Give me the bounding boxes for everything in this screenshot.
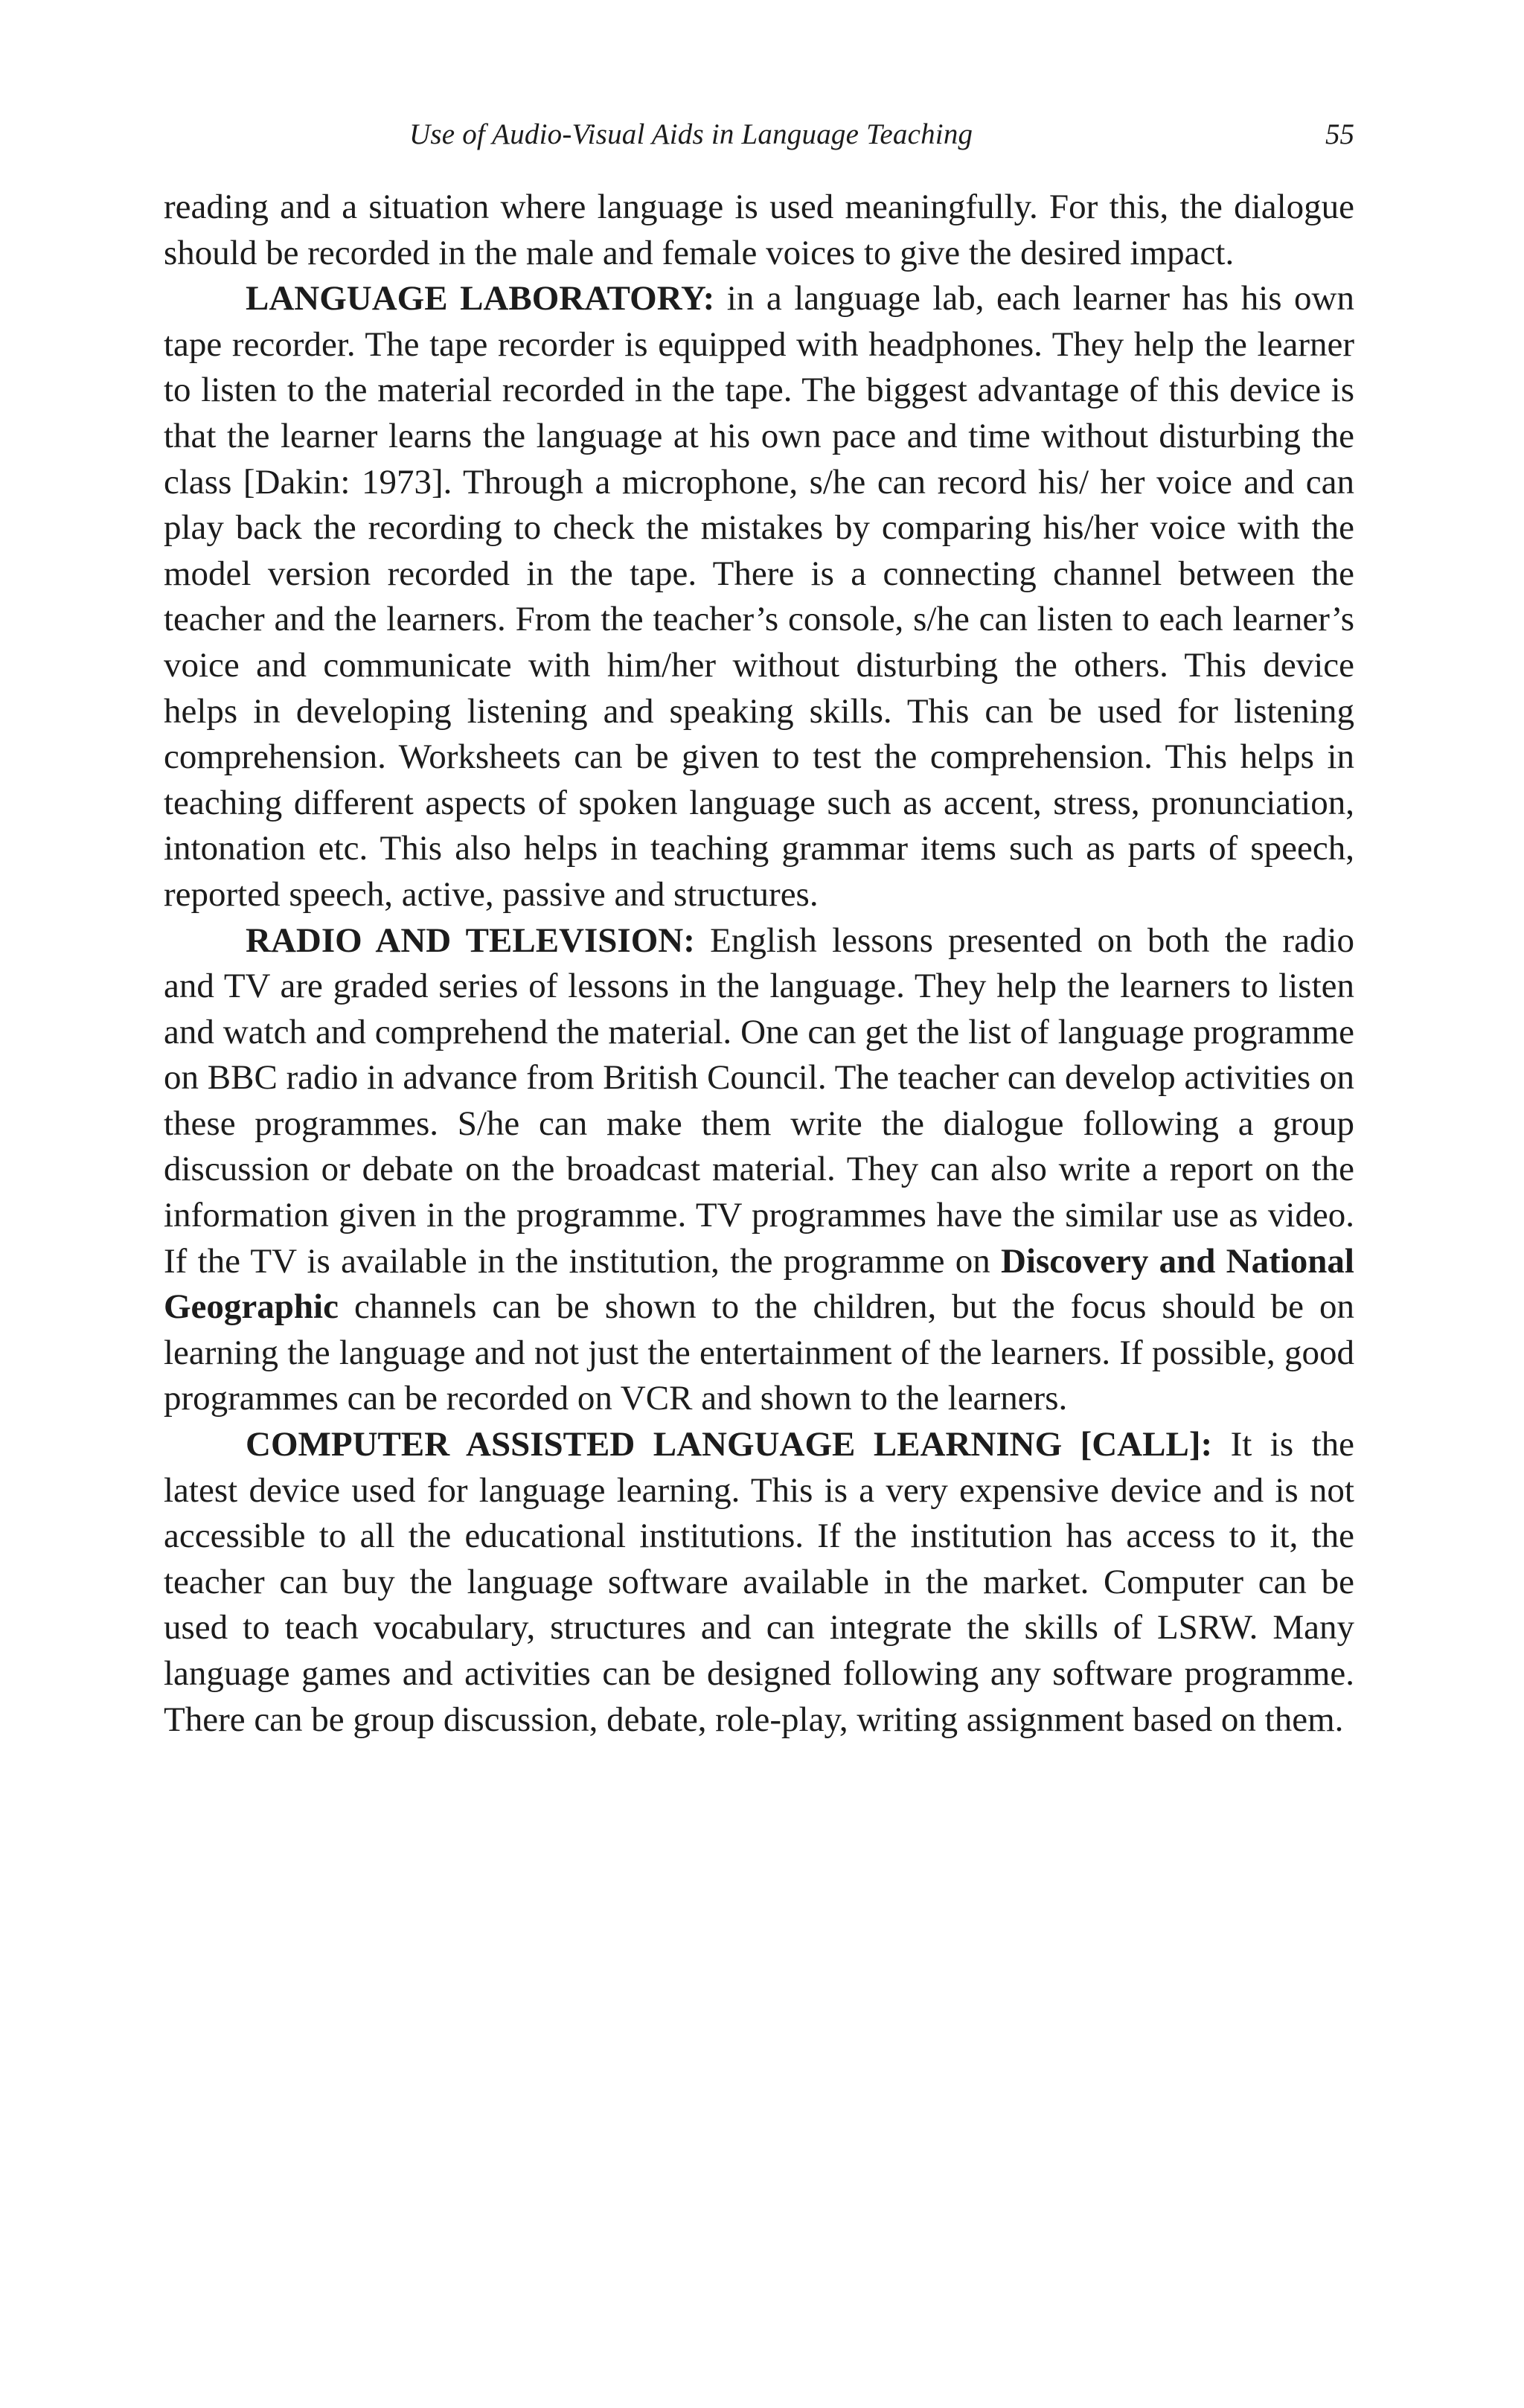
body-text [164, 185, 1354, 1743]
paragraph-text: English lessons presented on both the radio and TV are graded series of lessons in the language. They help the learners to listen and watch and comprehend the material. One can get the list of language programme on BBC radio in advance from British Council. The teacher can develop activities on these programmes. S/he can make them write the dialogue following a group discussion or debate on the broadcast material. They can also write a report on the information given in the programme. TV programmes have the similar use as video. If the TV is available in the institution, the programme on [164, 920, 1355, 1281]
bold-phrase-channels: Discovery and National Geographic [164, 1241, 1354, 1327]
paragraph-language-laboratory [164, 276, 1354, 918]
paragraph-radio-television [164, 918, 1354, 1423]
running-head [164, 118, 1354, 162]
paragraph-call [164, 1422, 1354, 1743]
section-heading-radio-television: RADIO AND TELEVISION: [246, 920, 695, 960]
paragraph-text: in a language lab, each learner has his own tape recorder. The tape recorder is equipped with headphones. They help the learner to listen to the material recorded in the tape. The biggest advantage of this device is that the learner learns the language at his own pace and time without disturbing the class [Dakin: 1973]. Through a microphone, s/he can record his/ her voice and can play back the recording to check the mistakes by comparing his/her voice with the model version recorded in the tape. There is a connecting channel between the teacher and the learners. From the teacher’s console, s/he can listen to each learner’s voice and communicate with him/her without disturbing the others. This device helps in developing listening and speaking skills. This can be used for listening comprehension. Worksheets can be given to test the comprehension. This helps in teaching different aspects of spoken language such as accent, stress, pronunciation, intonation etc. This also helps in teaching grammar items such as parts of speech, reported speech, active, passive and structures. [164, 279, 1354, 914]
paragraph-continuation [164, 185, 1354, 276]
paragraph-text: reading and a situation where language is used meaningfully. For this, the dialogue should be recorded in the male and female voices to give the desired impact. [164, 188, 1354, 272]
paragraph-text: channels can be shown to the children, but the focus should be on learning the language and not just the entertainment of the learners. If possible, good programmes can be recorded on VCR and shown to the learners. [164, 1287, 1354, 1418]
running-title: Use of Audio-Visual Aids in Language Teaching [409, 118, 973, 150]
section-heading-call: COMPUTER ASSISTED LANGUAGE LEARNING [CALL]: [246, 1425, 1213, 1464]
page-number: 55 [1325, 118, 1354, 150]
section-heading-language-laboratory: LANGUAGE LABORATORY: [246, 279, 715, 318]
paragraph-text: It is the latest device used for language learning. This is a very expensive device and is not accessible to all the educational institutions. If the institution has access to it, the teacher can buy the language software available in the market. Computer can be used to teach vocabulary, structures and can integrate the skills of LSRW. Many language games and activities can be designed following any software programme. There can be group discussion, debate, role-play, writing assignment based on them. [164, 1425, 1354, 1739]
